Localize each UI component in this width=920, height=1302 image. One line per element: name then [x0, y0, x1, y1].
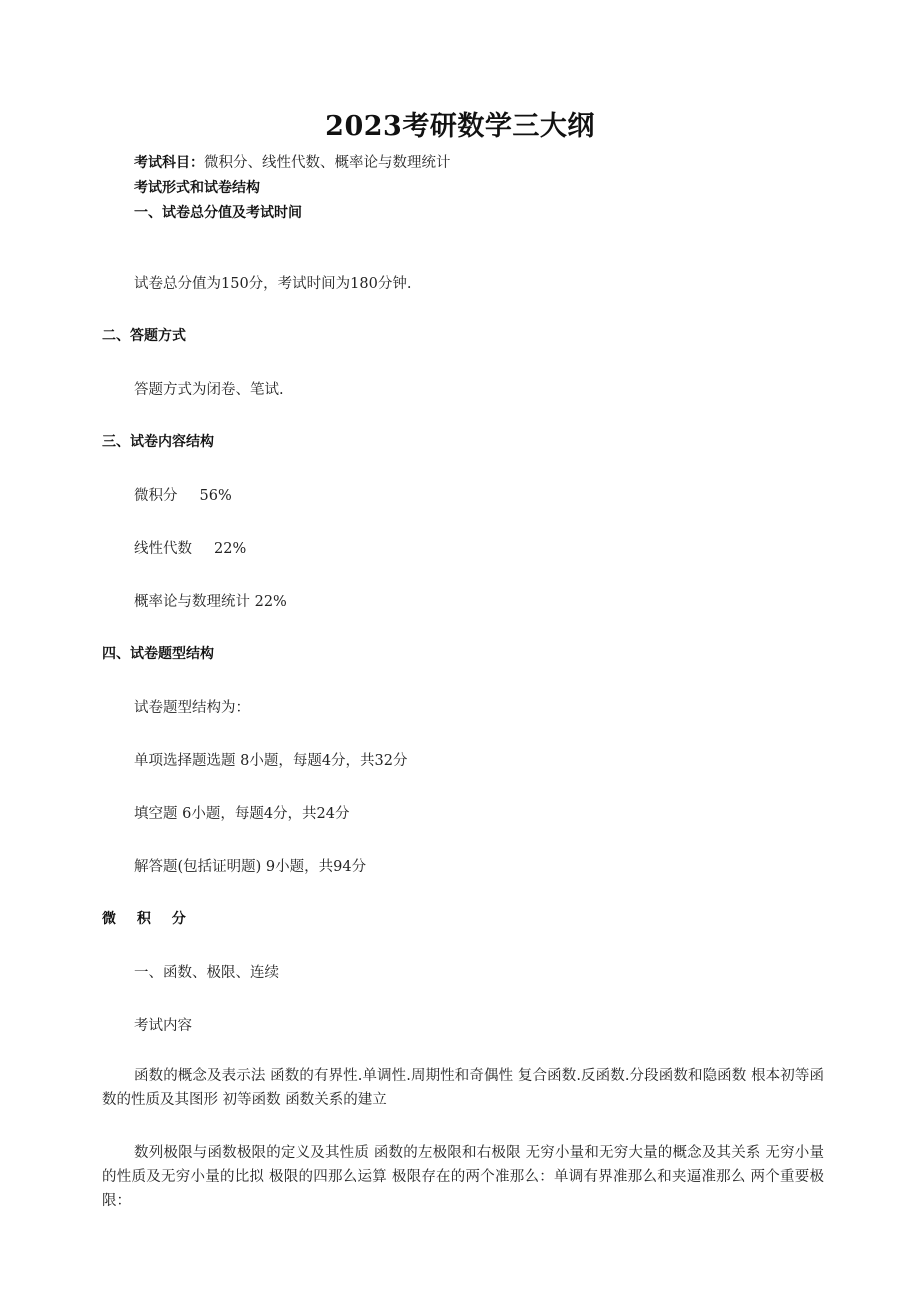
subject-label: 微积分: [134, 488, 178, 504]
question-type-item: 解答题(包括证明题) 9小题，共94分: [134, 859, 367, 875]
section3-heading: 三、试卷内容结构: [102, 434, 214, 450]
document-title: 2023考研数学三大纲: [325, 111, 595, 142]
content-structure-linear-algebra: [134, 537, 246, 558]
exam-content-label: 考试内容: [134, 1018, 192, 1034]
exam-subjects-label: 考试科目：: [134, 155, 204, 171]
calculus-heading: 微 积 分: [102, 911, 194, 927]
exam-subjects-line: [134, 151, 451, 172]
content-structure-probability: [134, 590, 287, 611]
section1-heading: 一、试卷总分值及考试时间: [134, 205, 302, 221]
question-type-item: 单项选择题选题 8小题，每题4分，共32分: [134, 753, 408, 769]
exam-form-heading: 考试形式和试卷结构: [134, 180, 260, 196]
question-type-item: 填空题 6小题，每题4分，共24分: [134, 806, 350, 822]
section4-heading: 四、试卷题型结构: [102, 646, 214, 662]
subject-percent: 56%: [199, 488, 232, 504]
subject-percent: 22%: [214, 541, 247, 557]
section2-heading: 二、答题方式: [102, 328, 186, 344]
section1-text: 试卷总分值为150分，考试时间为180分钟.: [134, 276, 412, 292]
exam-subjects-value: 微积分、线性代数、概率论与数理统计: [204, 155, 451, 171]
question-structure-intro: 试卷题型结构为：: [134, 700, 250, 716]
subject-label: 线性代数: [134, 541, 192, 557]
content-paragraph-1: 函数的概念及表示法 函数的有界性.单调性.周期性和奇偶性 复合函数.反函数.分段函数和隐函数 根本初等函数的性质及其图形 初等函数 函数关系的建立: [102, 1068, 824, 1108]
calculus-part1-heading: 一、函数、极限、连续: [134, 965, 279, 981]
content-structure-calculus: [134, 484, 232, 505]
section2-text: 答题方式为闭卷、笔试.: [134, 382, 284, 398]
subject-percent: 22%: [254, 594, 287, 610]
content-paragraph-2: 数列极限与函数极限的定义及其性质 函数的左极限和右极限 无穷小量和无穷大量的概念及其关系 无穷小量的性质及无穷小量的比拟 极限的四那么运算 极限存在的两个准那么：单调有界准那么和夹逼准那么 两个重要极限：: [102, 1145, 824, 1209]
subject-label: 概率论与数理统计: [134, 594, 250, 610]
